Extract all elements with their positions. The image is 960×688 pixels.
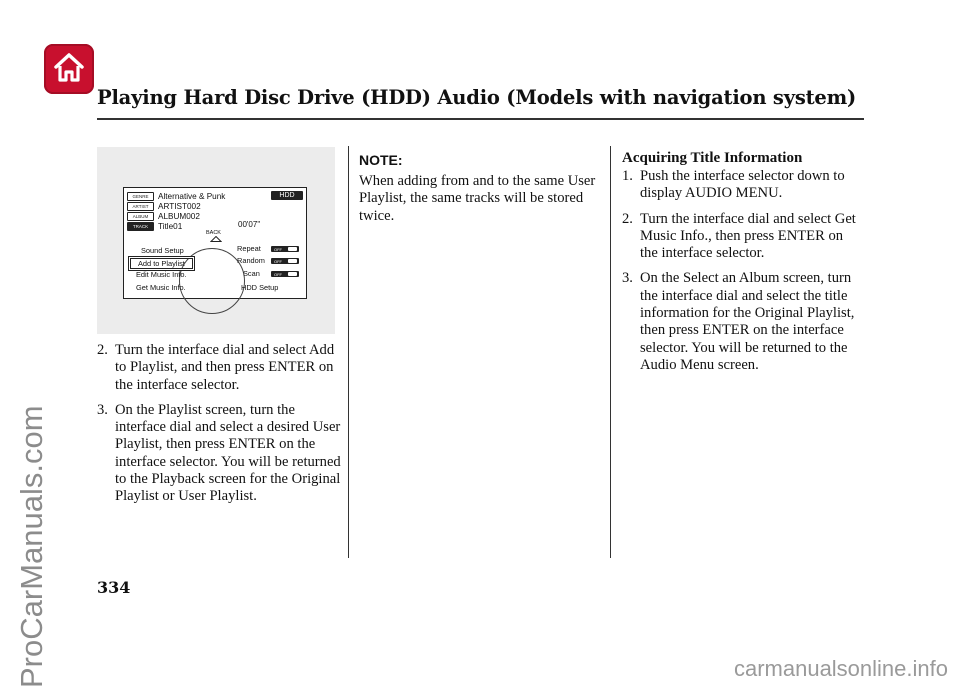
side-watermark: ProCarManuals.com [14,405,49,688]
right-steps-list [622,168,860,382]
home-icon [51,50,87,86]
repeat-toggle[interactable] [271,246,299,252]
step-item [97,402,343,506]
bottom-watermark: carmanualsonline.info [733,656,948,681]
step-number: 1. [622,168,633,184]
scan-toggle[interactable] [271,271,299,277]
random-toggle-state: OFF [274,259,282,264]
track-value: Title01 [158,221,183,231]
audio-menu-screen [123,187,307,299]
section-title: Acquiring Title Information [622,150,803,166]
step-text: Turn the interface dial and select Add to Playlist, and then press ENTER on the interface selector. [115,342,335,393]
audio-menu-figure [97,147,335,334]
menu-get-music-info[interactable]: Get Music Info. [136,283,186,292]
menu-scan[interactable]: Scan [243,269,260,278]
step-item [97,342,343,394]
track-tag: TRACK [127,222,154,231]
track-row [127,221,182,231]
album-tag: ALBUM [127,212,154,221]
genre-row [127,191,225,201]
repeat-toggle-state: OFF [274,247,282,252]
home-button[interactable] [44,44,94,94]
menu-edit-music-info[interactable]: Edit Music Info. [136,270,187,279]
menu-sound-setup[interactable]: Sound Setup [141,246,184,255]
step-number: 3. [622,270,633,287]
menu-repeat[interactable]: Repeat [237,244,261,253]
step-text: On the Playlist screen, turn the interface dial and select a desired User Playlist, then press ENTER on the interface selector. You will be returned to the Playback screen for the Original Playlist or User Playlist. [115,401,341,505]
column-divider-right [610,146,611,558]
genre-tag: GENRE [127,192,154,201]
page-number: 334 [97,578,131,597]
step-item [622,168,860,203]
note-label: NOTE: [359,152,403,168]
back-label: BACK [206,230,221,236]
note-text: When adding from and to the same User Playlist, the same tracks will be stored twice. [359,173,596,224]
hdd-badge-label: HDD [279,192,295,199]
menu-random[interactable]: Random [237,256,265,265]
step-number: 3. [97,401,108,418]
menu-hdd-setup[interactable]: HDD Setup [241,283,279,292]
artist-row [127,201,201,211]
column-divider-left [348,146,349,558]
hdd-source-badge [271,191,303,200]
artist-tag: ARTIST [127,202,154,211]
left-steps-list [97,342,343,514]
genre-value: Alternative & Punk [158,191,226,201]
album-value: ALBUM002 [158,211,200,221]
menu-add-to-playlist[interactable]: Add to Playlist [130,258,193,269]
page-header-title: Playing Hard Disc Drive (HDD) Audio (Models with navigation system) [97,86,857,109]
random-icon [288,259,297,263]
header-divider [97,118,864,120]
artist-value: ARTIST002 [158,201,201,211]
step-text: On the Select an Album screen, turn the interface dial and select the title information for the Original Playlist, then press ENTER on the interface selector. You will be returned to the Audio Menu screen. [640,270,855,373]
random-toggle[interactable] [271,258,299,264]
back-arrow-icon[interactable] [210,236,222,242]
album-row [127,211,200,221]
step-item [622,270,860,374]
scan-toggle-state: OFF [274,272,282,277]
track-time: 00'07" [238,220,261,229]
step-text: Push the interface selector down to display AUDIO MENU. [640,168,845,202]
scan-icon [288,272,297,276]
step-number: 2. [622,210,633,227]
step-item [622,211,860,263]
step-text: Turn the interface dial and select Get Music Info., then press ENTER on the interface selector. [640,210,856,262]
step-number: 2. [97,342,108,358]
repeat-icon [288,247,297,251]
